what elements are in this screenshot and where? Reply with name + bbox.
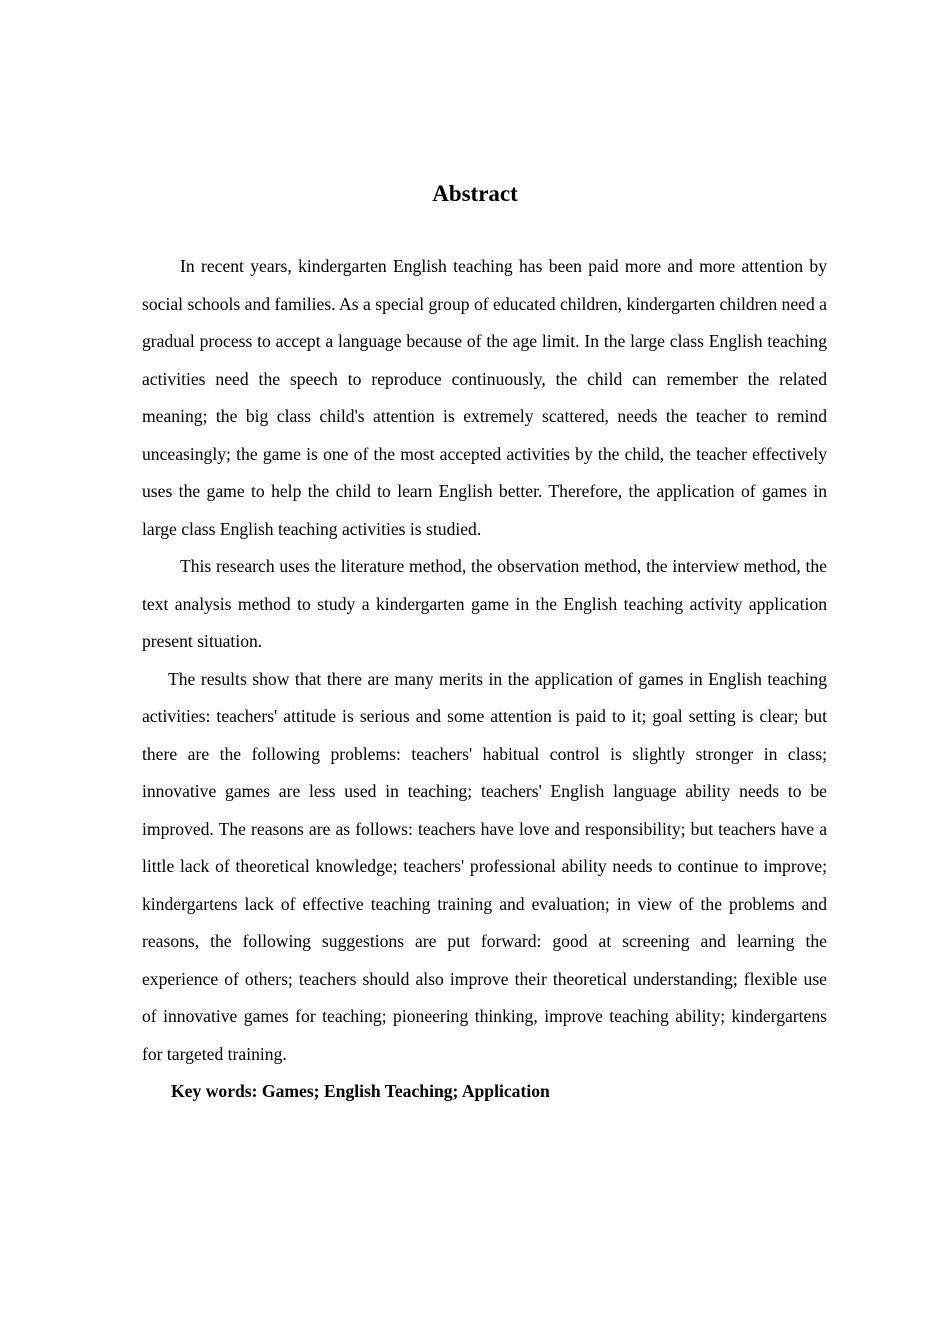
abstract-paragraph-1: In recent years, kindergarten English teaching has been paid more and more attention by social schools and families. As a special group of educated children, kindergarten children need a gradual process to accept a language because of the age limit. In the large class English teaching activities need the speech to reproduce continuously, the child can remember the related meaning; the big class child's attention is extremely scattered, needs the teacher to remind unceasingly; the game is one of the most accepted activities by the child, the teacher effectively uses the game to help the child to learn English better. Therefore, the application of games in large class English teaching activities is studied.	[142, 256, 827, 539]
abstract-paragraph-3: The results show that there are many merits in the application of games in English teaching activities: teachers' attitude is serious and some attention is paid to it; goal setting is clear; but there are the following problems: teachers' habitual control is slightly stronger in class; innovative games are less used in teaching; teachers' English language ability needs to be improved. The reasons are as follows: teachers have love and responsibility; but teachers have a little lack of theoretical knowledge; teachers' professional ability needs to continue to improve; kindergartens lack of effective teaching training and evaluation; in view of the problems and reasons, the following suggestions are put forward: good at screening and learning the experience of others; teachers should also improve their theoretical understanding; flexible use of innovative games for teaching; pioneering thinking, improve teaching ability; kindergartens for targeted training.	[142, 668, 827, 1064]
keywords-line: Key words: Games; English Teaching; Application	[171, 1081, 550, 1101]
page-title: Abstract	[432, 181, 518, 206]
abstract-paragraph-2: This research uses the literature method, the observation method, the interview method, the text analysis method to study a kindergarten game in the English teaching activity application present situation.	[142, 556, 827, 651]
abstract-body	[142, 248, 827, 1111]
